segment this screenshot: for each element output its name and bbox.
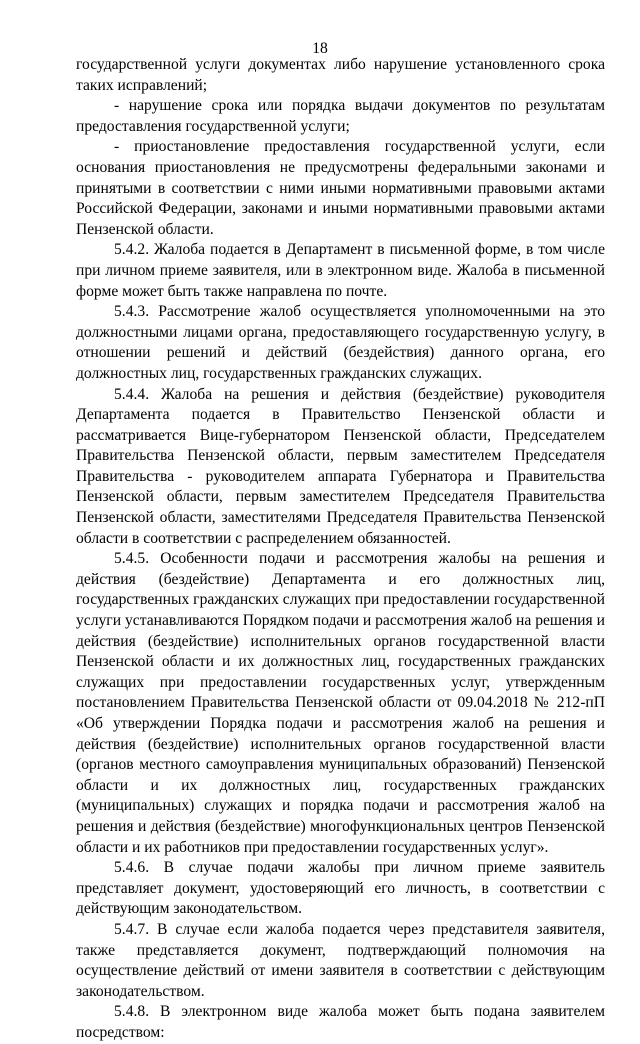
document-body: [76, 55, 605, 1044]
paragraph-5-4-6: 5.4.6. В случае подачи жалобы при личном приеме заявитель представляет документ, удостоверяющий его личность, в соответствии с действующим законодательством.: [76, 859, 605, 918]
paragraph-5-4-4: 5.4.4. Жалоба на решения и действия (бездействие) руководителя Департамента подается в Правительство Пензенской области и рассматривается Вице-губернатором Пензенской области, Председателем Правительства Пензенской области, первым заместителем Председателя Правительства - руководителем аппарата Губернатора и Правительства Пензенской области, первым заместителем Председателя Правительства Пензенской области, заместителями Председателя Правительства Пензенской области в соответствии с распределением обязанностей.: [76, 385, 605, 547]
paragraph-5-4-3: 5.4.3. Рассмотрение жалоб осуществляется уполномоченными на это должностными лицами органа, предоставляющего государственную услугу, в отношении решений и действий (бездействия) данного органа, его должностных лиц, государственных гражданских служащих.: [76, 303, 605, 382]
paragraph-violation-issue-term: - нарушение срока или порядка выдачи документов по результатам предоставления государственной услуги;: [76, 97, 605, 135]
paragraph-continuation: государственной услуги документах либо нарушение установленного срока таких исправлений;: [76, 56, 605, 94]
paragraph-5-4-5: 5.4.5. Особенности подачи и рассмотрения жалобы на решения и действия (бездействие) Департамента и его должностных лиц, государственных гражданских служащих при предоставлении государственной услуги устанавливаются Порядком подачи и рассмотрения жалоб на решения и действия (бездействие) исполнительных органов государственной власти Пензенской области и их должностных лиц, государственных гражданских служащих при предоставлении государственных услуг, утвержденным постановлением Правительства Пензенской области от 09.04.2018 № 212-пП «Об утверждении Порядка подачи и рассмотрения жалоб на решения и действия (бездействие) исполнительных органов государственной власти (органов местного самоуправления муниципальных образований) Пензенской области и их должностных лиц, государственных гражданских (муниципальных) служащих и порядка подачи и рассмотрения жалоб на решения и действия (бездействие) многофункциональных центров Пензенской области и их работников при предоставлении государственных услуг».: [76, 550, 605, 856]
paragraph-suspension: - приостановление предоставления государственной услуги, если основания приостановления не предусмотрены федеральными законами и принятыми в соответствии с ними иными нормативными правовыми актами Российской Федерации, законами и иными нормативными правовыми актами Пензенской области.: [76, 138, 605, 238]
page-number: 18: [312, 40, 328, 57]
paragraph-5-4-8: 5.4.8. В электронном виде жалоба может быть подана заявителем посредством:: [76, 1003, 605, 1041]
paragraph-5-4-7: 5.4.7. В случае если жалоба подается через представителя заявителя, также представляется документ, подтверждающий полномочия на осуществление действий от имени заявителя в соответствии с действующим законодательством.: [76, 920, 605, 1000]
paragraph-5-4-2: 5.4.2. Жалоба подается в Департамент в письменной форме, в том числе при личном приеме заявителя, или в электронном виде. Жалоба в письменной форме может быть также направлена по почте.: [76, 241, 605, 300]
